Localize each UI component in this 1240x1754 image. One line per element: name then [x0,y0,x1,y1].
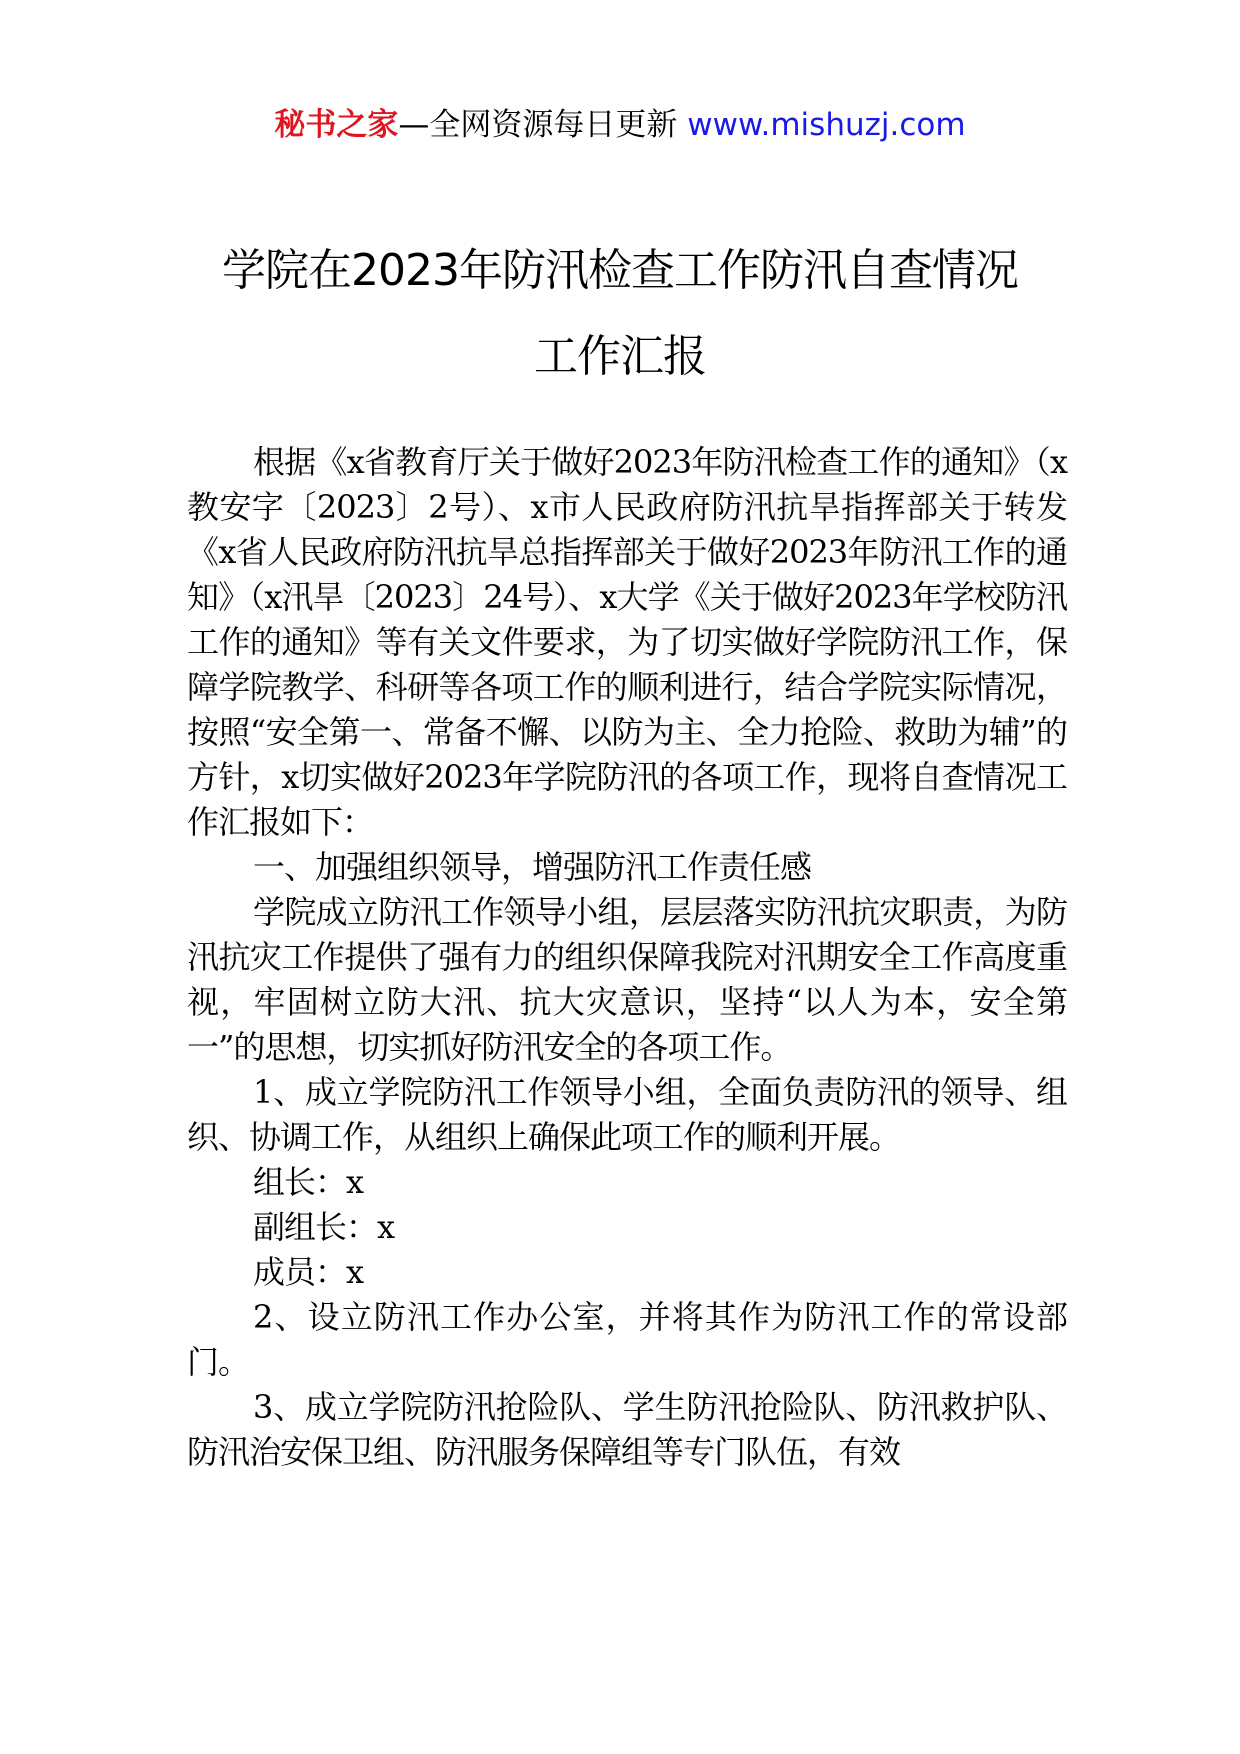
item-3-paragraph: 3、成立学院防汛抢险队、学生防汛抢险队、防汛救护队、防汛治安保卫组、防汛服务保障组等专门队伍，有效 [187,1388,1067,1471]
document-title-line-2: 工作汇报 [534,331,706,382]
section-heading-1: 一、加强组织领导，增强防汛工作责任感 [253,848,812,886]
document-title [150,228,1090,400]
section-1-paragraph: 学院成立防汛工作领导小组，层层落实防汛抗灾职责，为防汛抗灾工作提供了强有力的组织保障我院对汛期安全工作高度重视，牢固树立防大汛、抗大灾意识，坚持“以人为本，安全第一”的思想，切实抓好防汛安全的各项工作。 [187,893,1067,1066]
brand-name: 秘书之家 [274,107,399,143]
site-header [0,100,1240,150]
members-line: 成员：x [253,1253,364,1291]
item-1-paragraph: 1、成立学院防汛工作领导小组，全面负责防汛的领导、组织、协调工作，从组织上确保此项工作的顺利开展。 [187,1073,1067,1156]
document-body [187,440,1067,1475]
document-title-line-1: 学院在2023年防汛检查工作防汛自查情况 [222,245,1018,296]
intro-paragraph: 根据《x省教育厅关于做好2023年防汛检查工作的通知》（x教安字〔2023〕2号）、x市人民政府防汛抗旱指挥部关于转发《x省人民政府防汛抗旱总指挥部关于做好2023年防汛工作的通知》（x汛旱〔2023〕24号）、x大学《关于做好2023年学校防汛工作的通知》等有关文件要求，为了切实做好学院防汛工作，保障学院教学、科研等各项工作的顺利进行，结合学院实际情况，按照“安全第一、常备不懈、以防为主、全力抢险、救助为辅”的方针，x切实做好2023年学院防汛的各项工作，现将自查情况工作汇报如下： [187,443,1067,841]
item-2-paragraph: 2、设立防汛工作办公室，并将其作为防汛工作的常设部门。 [187,1298,1067,1381]
deputy-leader-line: 副组长：x [253,1208,395,1246]
group-leader-line: 组长：x [253,1163,364,1201]
site-tagline: —全网资源每日更新 [398,107,688,143]
site-url-link[interactable]: www.mishuzj.com [687,107,966,143]
